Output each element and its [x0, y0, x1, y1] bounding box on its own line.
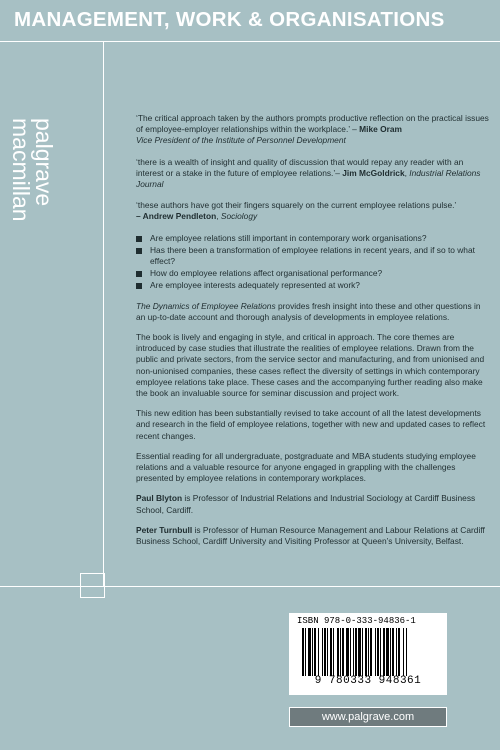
- author-name: Paul Blyton: [136, 493, 183, 504]
- square-bullet-icon: [136, 283, 142, 289]
- intro-paragraph: The Dynamics of Employee Relations provides fresh insight into these and other questions in an up-to-date account and thorough analysis of developments in employee relations.: [136, 300, 481, 322]
- bottom-divider: [0, 586, 500, 587]
- top-divider: [0, 41, 500, 42]
- publisher-logo: [9, 118, 55, 222]
- quote-affiliation: Industrial Relations Journal: [136, 167, 481, 190]
- square-bullet-icon: [136, 248, 142, 254]
- vertical-divider: [103, 41, 104, 587]
- website-link[interactable]: www.palgrave.com: [289, 707, 447, 727]
- quote-author: Mike Oram: [359, 124, 402, 135]
- review-quote-2: ‘there is a wealth of insight and quality of discussion that would repay any reader with an interest or a stake in the future of employee relations.’– Jim McGoldrick, Industrial Relations Journal: [136, 156, 481, 190]
- review-quote-3: ‘these authors have got their fingers squarely on the current employee relations pulse.’ – Andrew Pendleton, Sociology: [136, 200, 457, 222]
- review-quote-1: ‘The critical approach taken by the authors prompts productive reflection on the practical issues of employee-employer relationships within the workplace.’ – Mike Oram Vice President of the Institute of Personnel Development: [136, 113, 489, 146]
- quote-author: – Andrew Pendleton: [136, 211, 217, 222]
- list-item: Are employee relations still important in contemporary work organisations?: [136, 233, 490, 244]
- corner-square-ornament: [80, 573, 105, 598]
- list-item: Are employee interests adequately represented at work?: [136, 280, 490, 291]
- author-name: Peter Turnbull: [136, 524, 193, 535]
- logo-line-palgrave: palgrave: [31, 118, 57, 207]
- quote-affiliation: Vice President of the Institute of Personnel Development: [136, 135, 346, 146]
- question-list: [136, 233, 490, 292]
- author-bio: Paul Blyton is Professor of Industrial Relations and Industrial Sociology at Cardiff Business School, Cardiff.: [136, 493, 476, 515]
- barcode-icon: [302, 628, 434, 676]
- book-title: The Dynamics of Employee Relations: [136, 300, 276, 311]
- logo-line-macmillan: macmillan: [8, 118, 34, 222]
- square-bullet-icon: [136, 271, 142, 277]
- description-paragraph: Essential reading for all undergraduate, postgraduate and MBA students studying employee relations and a valuable resource for anyone engaged in grappling with the challenges presented by employee relations in contemporary workplaces.: [136, 450, 476, 484]
- list-item: How do employee relations affect organisational performance?: [136, 268, 490, 279]
- back-cover-text: [136, 113, 490, 556]
- description-paragraph: This new edition has been substantially revised to take account of all the latest developments and research in the field of employee relations, together with new and updated cases to reflect recent changes.: [136, 408, 486, 441]
- list-item: Has there been a transformation of employee relations in recent years, and if so to what effect?: [136, 245, 490, 267]
- author-bio: Peter Turnbull is Professor of Human Resource Management and Labour Relations at Cardiff Business School, Cardiff University and Visiting Professor at Queen’s University, Belfast.: [136, 524, 485, 547]
- isbn-barcode: [289, 613, 447, 695]
- square-bullet-icon: [136, 236, 142, 242]
- quote-affiliation: Sociology: [220, 211, 258, 222]
- series-title: MANAGEMENT, WORK & ORGANISATIONS: [14, 8, 445, 31]
- barcode-number: 9 780333 948361: [314, 675, 422, 687]
- isbn-label: ISBN 978-0-333-94836-1: [297, 616, 416, 626]
- quote-author: Jim McGoldrick: [342, 167, 405, 178]
- description-paragraph: The book is lively and engaging in style, and critical in approach. The core themes are introduced by case studies that illustrate the realities of employee relations. Drawn from the public and private sectors, from the service sector and manufacturing, and from unionised and non-unionised companies, these cases reflect the diversity of settings in which contemporary employee relations take place. These cases and the accompanying further reading also make the book an invaluable source for seminar discussion and project work.: [136, 332, 485, 399]
